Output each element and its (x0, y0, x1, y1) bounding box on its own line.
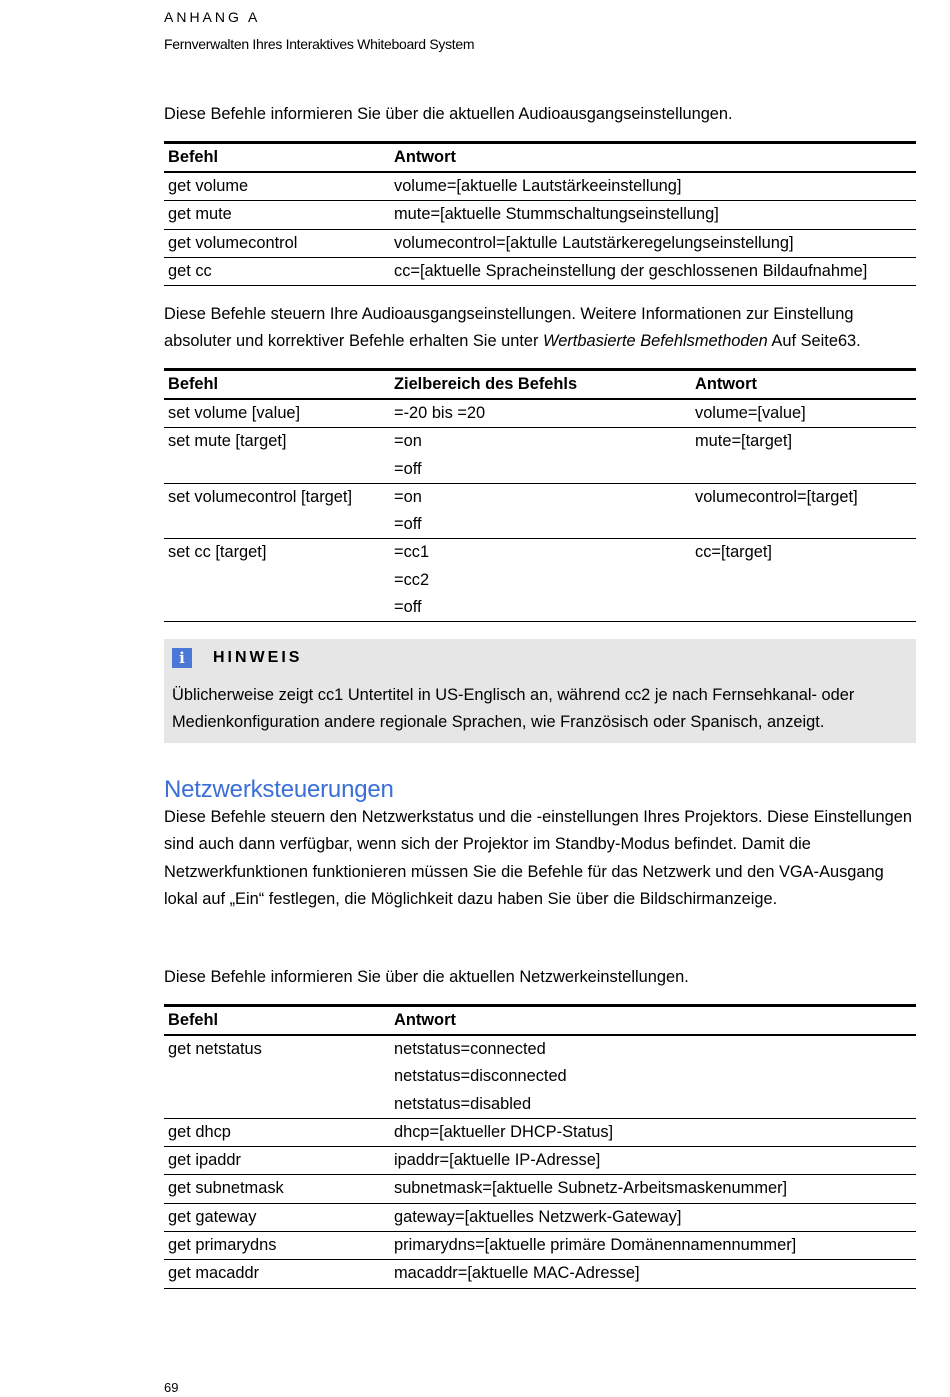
network-get-table (164, 1004, 916, 1289)
table-row (164, 1175, 916, 1203)
note-text: Üblicherweise zeigt cc1 Untertitel in US-Englisch an, während cc2 je nach Fernsehkanal- oder Medienkonfiguration andere regionale Sprachen, wie Französisch oder Spanisch, anzeigt. (172, 686, 855, 732)
range-value: =off (394, 459, 422, 478)
audio-get-intro: Diese Befehle informieren Sie über die aktuellen Audioausgangseinstellungen. (164, 105, 733, 123)
command-cell: get volumecontrol (164, 229, 390, 257)
command-cell: get macaddr (164, 1260, 390, 1288)
note-box (164, 639, 916, 743)
response-value: netstatus=disabled (394, 1094, 532, 1113)
response-cell: ipaddr=[aktuelle IP-Adresse] (390, 1147, 916, 1175)
network-description: Diese Befehle steuern den Netzwerkstatus und die -einstellungen Ihres Projektors. Diese Einstellungen sind auch dann verfügbar, wenn sich der Projektor im Standby-Modus befindet. Damit die Netzwerkfunktionen funktionieren müssen Sie die Befehle für das Netzwerk und den VGA-Ausgang lokal auf „Ein“ festlegen, die Möglichkeit dazu haben Sie über die Bildschirmanzeige. (164, 808, 913, 908)
note-header (172, 647, 908, 669)
response-cell: subnetmask=[aktuelle Subnetz-Arbeitsmaskenummer] (390, 1175, 916, 1203)
range-value: =cc1 (394, 543, 430, 562)
table-row (164, 1203, 916, 1231)
table-row (164, 428, 916, 484)
response-cell: dhcp=[aktueller DHCP-Status] (390, 1118, 916, 1146)
cross-reference-link[interactable]: Wertbasierte Befehlsmethoden (543, 332, 768, 351)
range-value: =off (394, 598, 422, 617)
command-cell: get subnetmask (164, 1175, 390, 1203)
section-heading: Netzwerksteuerungen (164, 776, 394, 803)
response-cell: volumecontrol=[target] (691, 483, 916, 539)
response-cell: macaddr=[aktuelle MAC-Adresse] (390, 1260, 916, 1288)
range-cell (390, 428, 691, 484)
column-header: Befehl (164, 143, 390, 173)
column-header: Zielbereich des Befehls (390, 370, 691, 400)
table-row (164, 257, 916, 285)
audio-get-table (164, 141, 916, 286)
command-cell: set volumecontrol [target] (164, 483, 390, 539)
response-cell: volume=[aktuelle Lautstärkeeinstellung] (390, 172, 916, 201)
range-value: =-20 bis =20 (394, 404, 486, 422)
table-row (164, 201, 916, 229)
response-value: netstatus=connected (394, 1040, 546, 1058)
command-cell: get ipaddr (164, 1147, 390, 1175)
command-cell: get cc (164, 257, 390, 285)
response-cell: volumecontrol=[aktulle Lautstärkeregelungseinstellung] (390, 229, 916, 257)
table-row (164, 1147, 916, 1175)
column-header: Befehl (164, 1006, 390, 1036)
audio-set-intro-page: Auf Seite63. (767, 332, 861, 351)
column-header: Antwort (390, 143, 916, 173)
range-cell (390, 483, 691, 539)
range-cell (390, 399, 691, 428)
command-cell: set cc [target] (164, 539, 390, 622)
command-cell: set volume [value] (164, 399, 390, 428)
command-cell: set mute [target] (164, 428, 390, 484)
table-row (164, 172, 916, 201)
info-icon: i (172, 648, 192, 668)
table-row (164, 1232, 916, 1260)
column-header: Antwort (691, 370, 916, 400)
range-value: =on (394, 432, 422, 451)
table-header-row (164, 143, 916, 173)
audio-set-table (164, 368, 916, 622)
command-cell: get netstatus (164, 1035, 390, 1118)
command-cell: get volume (164, 172, 390, 201)
chapter-label: ANHANG A (164, 9, 261, 25)
range-value: =on (394, 487, 422, 506)
column-header: Antwort (390, 1006, 916, 1036)
network-get-intro: Diese Befehle informieren Sie über die aktuellen Netzwerkeinstellungen. (164, 968, 689, 986)
response-cell: cc=[aktuelle Spracheinstellung der geschlossenen Bildaufnahme] (390, 257, 916, 285)
page-number: 69 (164, 1380, 179, 1395)
response-cell (390, 1035, 916, 1118)
command-cell: get gateway (164, 1203, 390, 1231)
table-row (164, 483, 916, 539)
response-cell: primarydns=[aktuelle primäre Domänennamennummer] (390, 1232, 916, 1260)
note-title: HINWEIS (213, 649, 303, 666)
command-cell: get primarydns (164, 1232, 390, 1260)
table-header-row (164, 370, 916, 400)
table-row (164, 1260, 916, 1288)
response-cell: gateway=[aktuelles Netzwerk-Gateway] (390, 1203, 916, 1231)
table-row (164, 229, 916, 257)
audio-set-intro-text: Diese Befehle steuern Ihre Audioausgangseinstellungen. Weitere Informationen zur Einstellung absoluter und korrektiver Befehle erhalten Sie unter (164, 305, 854, 351)
table-row (164, 1118, 916, 1146)
range-value: =off (394, 515, 422, 534)
response-cell: cc=[target] (691, 539, 916, 622)
response-cell: volume=[value] (691, 399, 916, 428)
table-row (164, 539, 916, 622)
table-row (164, 1035, 916, 1118)
range-cell (390, 539, 691, 622)
response-cell: mute=[target] (691, 428, 916, 484)
column-header: Befehl (164, 370, 390, 400)
response-value: netstatus=disconnected (394, 1067, 567, 1086)
table-header-row (164, 1006, 916, 1036)
command-cell: get mute (164, 201, 390, 229)
audio-set-intro (164, 301, 916, 356)
running-head (164, 8, 474, 53)
table-row (164, 399, 916, 428)
document-subtitle: Fernverwalten Ihres Interaktives Whiteboard System (164, 36, 475, 52)
range-value: =cc2 (394, 570, 430, 589)
response-cell: mute=[aktuelle Stummschaltungseinstellung] (390, 201, 916, 229)
command-cell: get dhcp (164, 1118, 390, 1146)
